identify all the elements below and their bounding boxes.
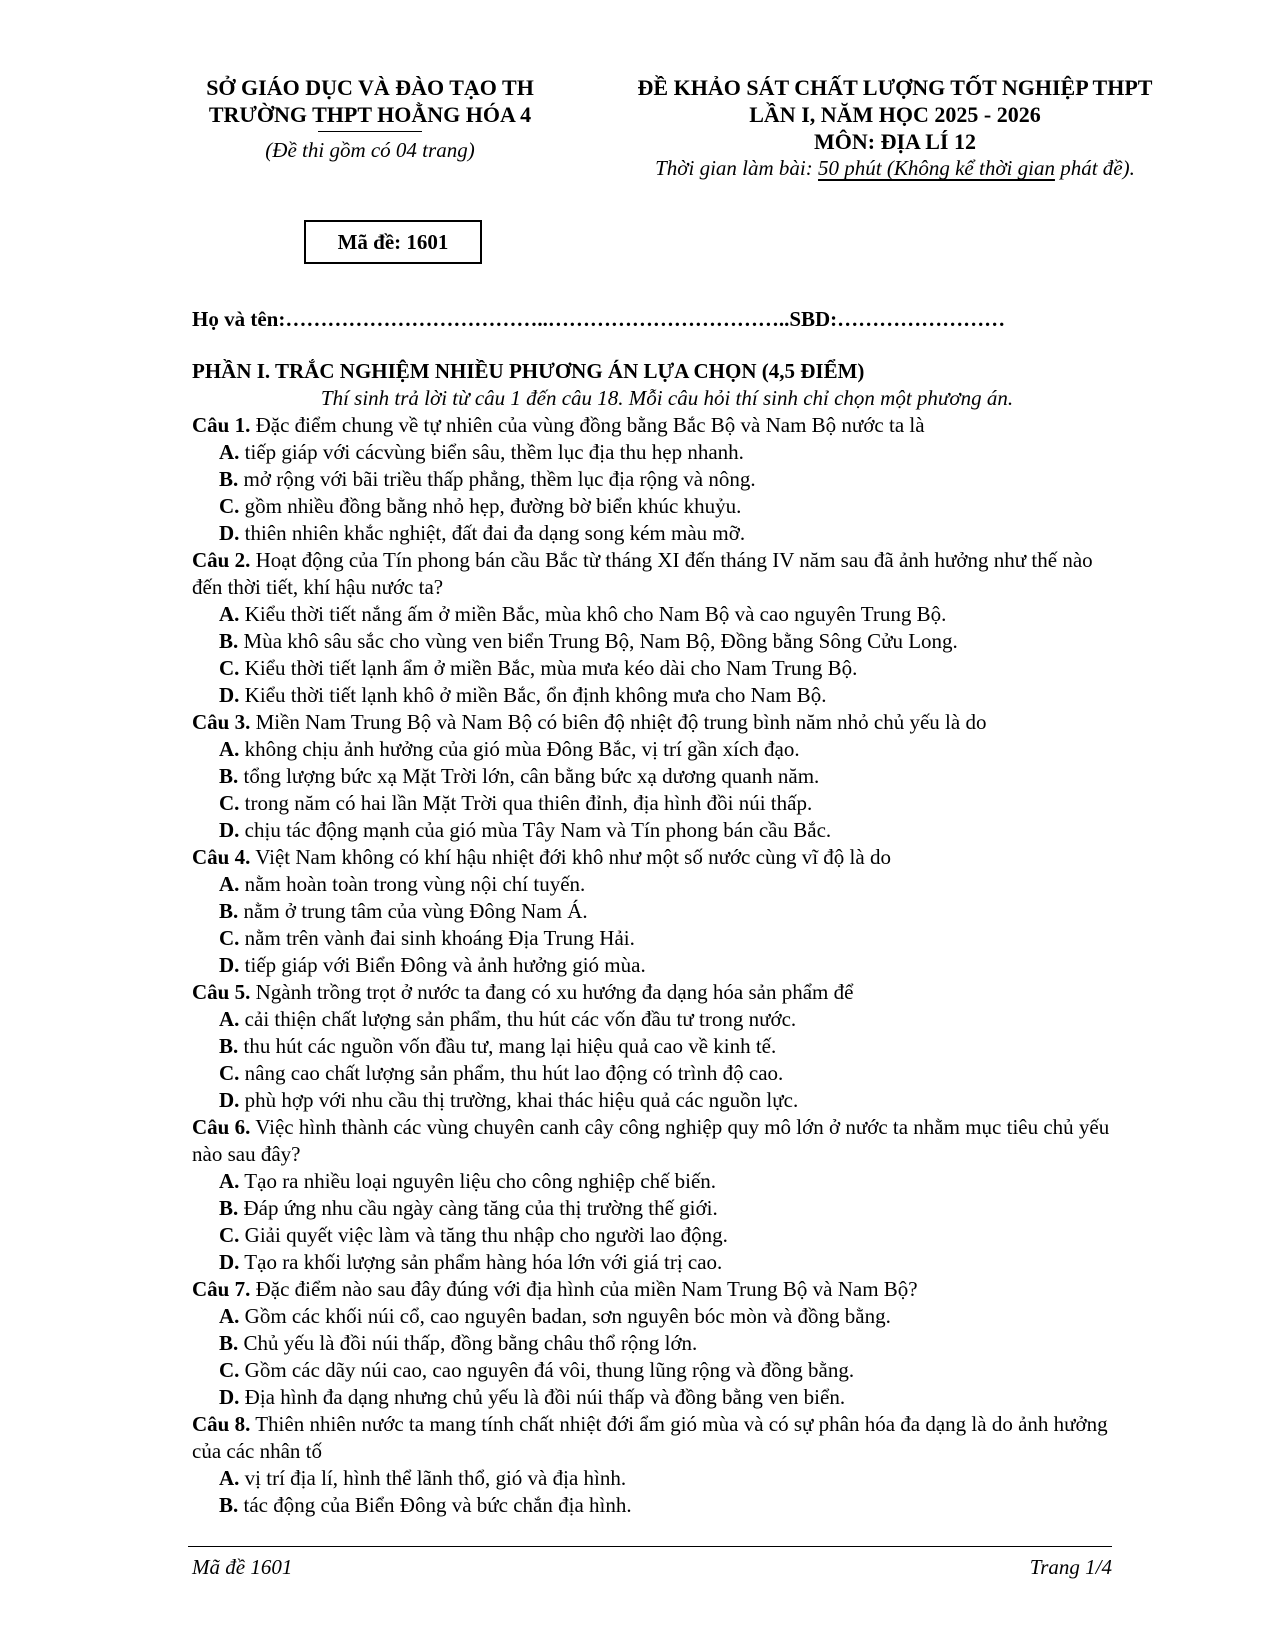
option-text: nằm hoàn toàn trong vùng nội chí tuyến. [239, 872, 586, 896]
question-stem [192, 844, 1112, 871]
option-key: A. [219, 602, 240, 626]
answer-option [192, 601, 1112, 628]
answer-option [192, 682, 1112, 709]
option-key: A. [219, 737, 240, 761]
answer-option [192, 1330, 1112, 1357]
option-key: D. [219, 1385, 240, 1409]
header-left [170, 74, 570, 164]
question-3 [192, 709, 1112, 844]
option-text: Giải quyết việc làm và tăng thu nhập cho người lao động. [239, 1223, 728, 1247]
option-key: C. [219, 1223, 240, 1247]
option-key: B. [219, 1196, 239, 1220]
question-2 [192, 547, 1112, 709]
answer-option [192, 1465, 1112, 1492]
option-key: A. [219, 1304, 240, 1328]
question-4 [192, 844, 1112, 979]
question-text: Hoạt động của Tín phong bán cầu Bắc từ tháng XI đến tháng IV năm sau đã ảnh hưởng như thế nào đến thời tiết, khí hậu nước ta? [192, 548, 1093, 599]
candidate-info-line: Họ và tên:………………………………..……………………………..SBD:…………………… [192, 307, 1006, 331]
footer-divider [188, 1546, 1112, 1547]
option-text: Kiểu thời tiết lạnh ẩm ở miền Bắc, mùa mưa kéo dài cho Nam Trung Bộ. [239, 656, 858, 680]
option-text: phù hợp với nhu cầu thị trường, khai thác hiệu quả các nguồn lực. [239, 1088, 799, 1112]
answer-option [192, 1060, 1112, 1087]
question-number: Câu 5. [192, 980, 251, 1004]
option-text: Gồm các khối núi cổ, cao nguyên badan, sơn nguyên bóc mòn và đồng bằng. [239, 1304, 891, 1328]
question-text: Thiên nhiên nước ta mang tính chất nhiệt đới ẩm gió mùa và có sự phân hóa đa dạng là do ảnh hưởng của các nhân tố [192, 1412, 1108, 1463]
answer-option [192, 466, 1112, 493]
time-prefix: Thời gian làm bài: [655, 156, 819, 180]
exam-code-box: Mã đề: 1601 [304, 220, 482, 264]
answer-option [192, 1303, 1112, 1330]
time-suffix: phát đề). [1054, 156, 1135, 180]
answer-option [192, 1195, 1112, 1222]
answer-option [192, 790, 1112, 817]
question-8 [192, 1411, 1112, 1519]
answer-option [192, 763, 1112, 790]
question-stem [192, 979, 1112, 1006]
option-text: tác động của Biển Đông và bức chắn địa hình. [238, 1493, 632, 1517]
answer-option [192, 736, 1112, 763]
option-text: nằm ở trung tâm của vùng Đông Nam Á. [238, 899, 588, 923]
answer-option [192, 1168, 1112, 1195]
question-number: Câu 1. [192, 413, 251, 437]
question-text: Ngành trồng trọt ở nước ta đang có xu hướng đa dạng hóa sản phẩm để [250, 980, 854, 1004]
option-key: B. [219, 764, 239, 788]
option-text: Chủ yếu là đồi núi thấp, đồng bằng châu thổ rộng lớn. [238, 1331, 698, 1355]
question-stem [192, 412, 1112, 439]
option-key: A. [219, 1169, 240, 1193]
question-1 [192, 412, 1112, 547]
exam-session: LẦN I, NĂM HỌC 2025 - 2026 [749, 102, 1041, 127]
option-text: trong năm có hai lần Mặt Trời qua thiên đỉnh, địa hình đồi núi thấp. [239, 791, 813, 815]
question-text: Việc hình thành các vùng chuyên canh cây công nghiệp quy mô lớn ở nước ta nhằm mục tiêu chủ yếu nào sau đây? [192, 1115, 1110, 1166]
answer-option [192, 952, 1112, 979]
exam-title: ĐỀ KHẢO SÁT CHẤT LƯỢNG TỐT NGHIỆP THPT [637, 75, 1153, 100]
option-text: Kiểu thời tiết nắng ấm ở miền Bắc, mùa khô cho Nam Bộ và cao nguyên Trung Bộ. [239, 602, 947, 626]
option-text: nâng cao chất lượng sản phẩm, thu hút lao động có trình độ cao. [239, 1061, 784, 1085]
time-allowed [600, 155, 1190, 182]
option-key: C. [219, 791, 240, 815]
answer-option [192, 925, 1112, 952]
option-key: A. [219, 440, 240, 464]
question-text: Đặc điểm nào sau đây đúng với địa hình của miền Nam Trung Bộ và Nam Bộ? [250, 1277, 918, 1301]
option-text: thu hút các nguồn vốn đầu tư, mang lại hiệu quả cao về kinh tế. [238, 1034, 777, 1058]
footer-page-number: Trang 1/4 [1029, 1555, 1112, 1579]
exam-subject: MÔN: ĐỊA LÍ 12 [814, 129, 976, 154]
option-text: Mùa khô sâu sắc cho vùng ven biển Trung Bộ, Nam Bộ, Đồng bằng Sông Cửu Long. [238, 629, 958, 653]
option-key: C. [219, 926, 240, 950]
question-number: Câu 7. [192, 1277, 251, 1301]
question-stem [192, 1411, 1112, 1465]
option-key: B. [219, 467, 239, 491]
option-key: B. [219, 1493, 239, 1517]
page-count-note: (Đề thi gồm có 04 trang) [265, 138, 475, 162]
question-number: Câu 3. [192, 710, 251, 734]
question-list [192, 412, 1112, 1519]
answer-option [192, 1033, 1112, 1060]
question-text: Đặc điểm chung về tự nhiên của vùng đồng bằng Bắc Bộ và Nam Bộ nước ta là [250, 413, 925, 437]
option-key: B. [219, 1331, 239, 1355]
option-text: Gồm các dãy núi cao, cao nguyên đá vôi, thung lũng rộng và đồng bằng. [239, 1358, 855, 1382]
answer-option [192, 898, 1112, 925]
answer-option [192, 817, 1112, 844]
question-text: Việt Nam không có khí hậu nhiệt đới khô như một số nước cùng vĩ độ là do [250, 845, 891, 869]
option-key: A. [219, 1466, 240, 1490]
question-text: Miền Nam Trung Bộ và Nam Bộ có biên độ nhiệt độ trung bình năm nhỏ chủ yếu là do [250, 710, 987, 734]
section-instruction: Thí sinh trả lời từ câu 1 đến câu 18. Mỗi câu hỏi thí sinh chỉ chọn một phương án. [320, 386, 1014, 410]
footer-exam-code: Mã đề 1601 [192, 1555, 293, 1579]
option-text: thiên nhiên khắc nghiệt, đất đai đa dạng song kém màu mỡ. [239, 521, 746, 545]
option-key: D. [219, 683, 240, 707]
option-text: Kiểu thời tiết lạnh khô ở miền Bắc, ổn định không mưa cho Nam Bộ. [239, 683, 827, 707]
answer-option [192, 1222, 1112, 1249]
option-key: C. [219, 656, 240, 680]
question-stem [192, 709, 1112, 736]
option-text: Tạo ra khối lượng sản phẩm hàng hóa lớn với giá trị cao. [239, 1250, 723, 1274]
option-text: không chịu ảnh hưởng của gió mùa Đông Bắc, vị trí gần xích đạo. [239, 737, 800, 761]
question-6 [192, 1114, 1112, 1276]
answer-option [192, 493, 1112, 520]
question-stem [192, 1276, 1112, 1303]
question-number: Câu 4. [192, 845, 251, 869]
option-text: tiếp giáp với cácvùng biển sâu, thềm lục địa thu hẹp nhanh. [239, 440, 744, 464]
option-text: gồm nhiều đồng bằng nhỏ hẹp, đường bờ biển khúc khuỷu. [239, 494, 742, 518]
answer-option [192, 628, 1112, 655]
option-text: tổng lượng bức xạ Mặt Trời lớn, cân bằng bức xạ dương quanh năm. [238, 764, 820, 788]
option-key: C. [219, 1061, 240, 1085]
option-text: nằm trên vành đai sinh khoáng Địa Trung Hải. [239, 926, 635, 950]
option-key: D. [219, 953, 240, 977]
option-key: A. [219, 1007, 240, 1031]
question-number: Câu 6. [192, 1115, 251, 1139]
option-text: Địa hình đa dạng nhưng chủ yếu là đồi núi thấp và đồng bằng ven biển. [239, 1385, 846, 1409]
department-name: SỞ GIÁO DỤC VÀ ĐÀO TẠO TH [206, 75, 534, 100]
option-key: D. [219, 1250, 240, 1274]
answer-option [192, 1087, 1112, 1114]
answer-option [192, 1384, 1112, 1411]
exam-content [192, 358, 1112, 1519]
option-text: Tạo ra nhiều loại nguyên liệu cho công nghiệp chế biến. [239, 1169, 717, 1193]
question-stem [192, 547, 1112, 601]
question-number: Câu 8. [192, 1412, 251, 1436]
option-key: B. [219, 899, 239, 923]
option-key: C. [219, 494, 240, 518]
answer-option [192, 871, 1112, 898]
option-key: C. [219, 1358, 240, 1382]
question-5 [192, 979, 1112, 1114]
option-key: B. [219, 629, 239, 653]
option-text: chịu tác động mạnh của gió mùa Tây Nam và Tín phong bán cầu Bắc. [239, 818, 832, 842]
answer-option [192, 1006, 1112, 1033]
question-stem [192, 1114, 1112, 1168]
answer-option [192, 1492, 1112, 1519]
section-title: PHẦN I. TRẮC NGHIỆM NHIỀU PHƯƠNG ÁN LỰA CHỌN (4,5 ĐIỂM) [192, 359, 865, 383]
option-key: D. [219, 818, 240, 842]
header-right [600, 74, 1190, 182]
answer-option [192, 1249, 1112, 1276]
option-key: D. [219, 1088, 240, 1112]
question-number: Câu 2. [192, 548, 251, 572]
option-text: mở rộng với bãi triều thấp phẳng, thềm lục địa rộng và nông. [238, 467, 756, 491]
school-name: TRƯỜNG THPT HOẰNG HÓA 4 [208, 102, 532, 127]
question-7 [192, 1276, 1112, 1411]
answer-option [192, 1357, 1112, 1384]
option-text: Đáp ứng nhu cầu ngày càng tăng của thị trường thế giới. [238, 1196, 718, 1220]
answer-option [192, 439, 1112, 466]
option-text: vị trí địa lí, hình thể lãnh thổ, gió và địa hình. [239, 1466, 627, 1490]
time-underlined: 50 phút (Không kể thời gian [818, 156, 1055, 180]
option-text: cải thiện chất lượng sản phẩm, thu hút các vốn đầu tư trong nước. [239, 1007, 797, 1031]
header-divider [318, 131, 422, 132]
option-text: tiếp giáp với Biển Đông và ảnh hưởng gió mùa. [239, 953, 646, 977]
answer-option [192, 655, 1112, 682]
option-key: D. [219, 521, 240, 545]
answer-option [192, 520, 1112, 547]
option-key: A. [219, 872, 240, 896]
option-key: B. [219, 1034, 239, 1058]
